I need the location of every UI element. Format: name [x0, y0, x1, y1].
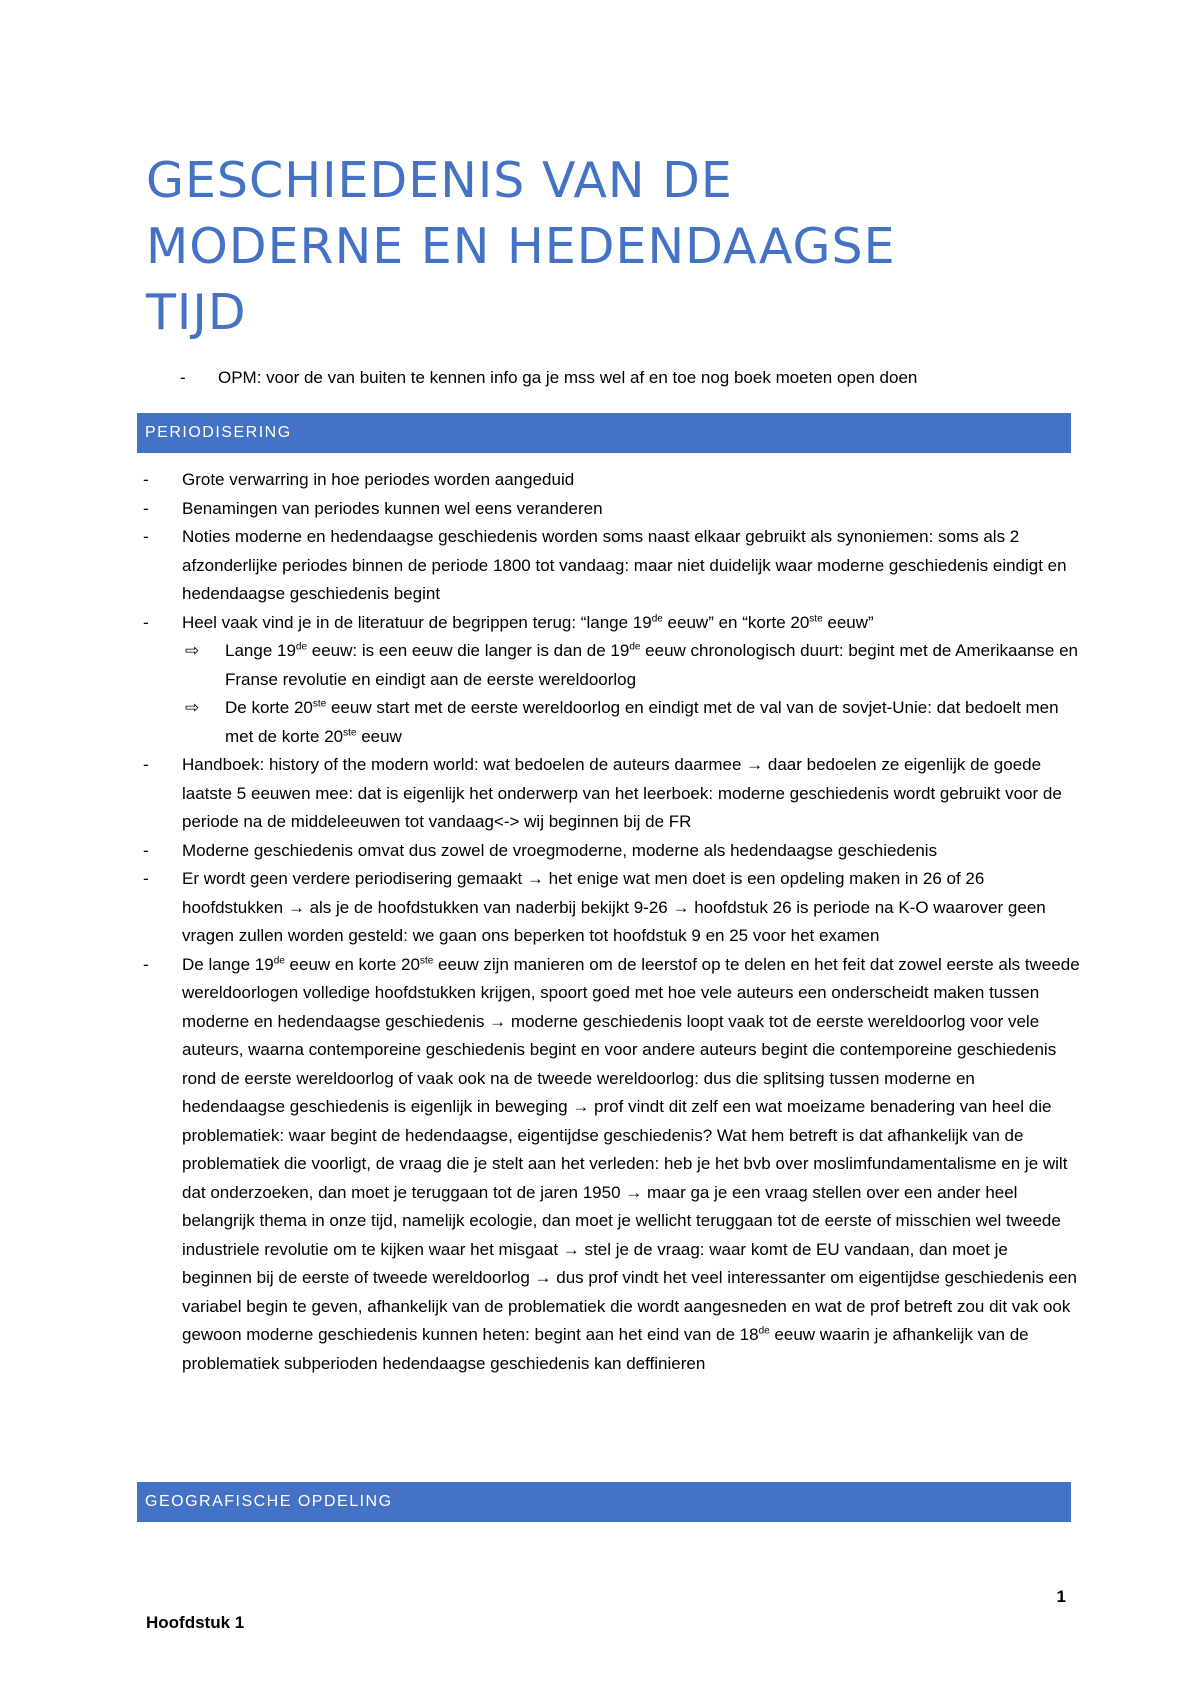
arrow-right-icon: ⇨	[185, 641, 200, 660]
opm-text: OPM: voor de van buiten te kennen info ga je mss wel af en toe nog boek moeten open doen	[218, 368, 918, 387]
list-item-text: Er wordt geen verdere periodisering gemaakt → het enige wat men doet is een opdeling maken in 26 of 26 hoofdstukken → als je de hoofdstukken van naderbij bekijkt 9-26 → hoofdstuk 26 is periode na K-O waarover geen vragen zullen worden gesteld: we gaan ons beperken tot hoofdstuk 9 en 25 voor het examen	[182, 869, 1046, 945]
list-item	[140, 865, 1080, 951]
list-dash: -	[143, 954, 149, 974]
list-item-text: Benamingen van periodes kunnen wel eens veranderen	[182, 498, 603, 518]
sub-list-item	[140, 694, 1080, 751]
title-line-2: MODERNE EN HEDENDAAGSE	[146, 218, 896, 275]
list-item-text: Moderne geschiedenis omvat dus zowel de vroegmoderne, moderne als hedendaagse geschiedenis	[182, 840, 938, 860]
list-item	[140, 751, 1080, 837]
list-dash: -	[143, 470, 149, 489]
list-item	[140, 951, 1080, 1379]
list-dash: -	[143, 840, 149, 860]
title-line-1: GESCHIEDENIS VAN DE	[146, 152, 733, 209]
list-dash: -	[143, 498, 149, 518]
list-dash: -	[180, 368, 186, 387]
arrow-right-icon: ⇨	[185, 698, 200, 717]
list-dash: -	[143, 527, 149, 546]
footer-chapter-label: Hoofdstuk 1	[146, 1613, 245, 1632]
list-dash: -	[143, 869, 149, 888]
sub-list-item	[140, 637, 1080, 694]
list-dash: -	[143, 755, 149, 774]
list-item-text: De lange 19de eeuw en korte 20ste eeuw zijn manieren om de leerstof op te delen en het feit dat zowel eerste als tweede wereldoorlogen volledige hoofdstukken krijgen, spoort goed met hoe vele auteurs een onderscheidt maken tussen moderne en hedendaagse geschiedenis → moderne geschiedenis loopt vaak tot de eerste wereldoorlog voor vele auteurs, waarna contemporeine geschiedenis begint en voor andere auteurs begint die contemporeine geschiedenis rond de eerste wereldoorlog of vaak ook na de tweede wereldoorlog: dus die splitsing tussen moderne en hedendaagse geschiedenis is eigenlijk in beweging → prof vindt dit zelf een wat moeizame benadering van heel die problematiek: waar begint de hedendaagse, eigentijdse geschiedenis? Wat hem betreft is dat afhankelijk van de problematiek die voorligt, de vraag die je stelt aan het verleden: heb je het bvb over moslimfundamentalisme en je wilt dat onderzoeken, dan moet je teruggaan tot de jaren 1950 → maar ga je een vraag stellen over een ander heel belangrijk thema in onze tijd, namelijk ecologie, dan moet je wellicht teruggaan tot de eerste of misschien wel tweede industriele revolutie om te kijken waar het misgaat → stel je de vraag: waar komt de EU vandaan, dan moet je beginnen bij de eerste of tweede wereldoorlog → dus prof vindt het veel interessanter om eigentijdse geschiedenis een variabel begin te geven, afhankelijk van de problematiek die wordt aangesneden en wat de prof betreft zou dit vak ook gewoon moderne geschiedenis kunnen heten: begint aan het eind van de 18de eeuw waarin je afhankelijk van de problematiek subperioden hedendaagse geschiedenis kan deffinieren	[182, 954, 1080, 1373]
sub-list-item-text: De korte 20ste eeuw start met de eerste wereldoorlog en eindigt met de val van de sovjet-Unie: dat bedoelt men met de korte 20ste eeuw	[225, 698, 1059, 746]
list-dash: -	[143, 612, 149, 632]
list-item	[140, 837, 1080, 866]
title-line-3: TIJD	[146, 284, 247, 341]
list-item-text: Grote verwarring in hoe periodes worden aangeduid	[182, 470, 575, 489]
list-item	[140, 523, 1080, 609]
list-item-text: Heel vaak vind je in de literatuur de begrippen terug: “lange 19de eeuw” en “korte 20ste eeuw”	[182, 612, 874, 632]
list-item-text: Noties moderne en hedendaagse geschiedenis worden soms naast elkaar gebruikt als synoniemen: soms als 2 afzonderlijke periodes binnen de periode 1800 tot vandaag: maar niet duidelijk waar moderne geschiedenis eindigt en hedendaagse geschiedenis begint	[182, 527, 1067, 603]
list-item	[140, 466, 1080, 495]
sub-list-item-text: Lange 19de eeuw: is een eeuw die langer is dan de 19de eeuw chronologisch duurt: begint met de Amerikaanse en Franse revolutie en eindigt aan de eerste wereldoorlog	[225, 641, 1078, 689]
list-item-text: Handboek: history of the modern world: wat bedoelen de auteurs daarmee → daar bedoelen ze eigenlijk de goede laatste 5 eeuwen mee: dat is eigenlijk het onderwerp van het leerboek: moderne geschiedenis wordt gebruikt voor de periode na de middeleeuwen tot vandaag<-> wij beginnen bij de FR	[182, 755, 1062, 831]
section-heading-periodisering: PERIODISERING	[137, 413, 1071, 453]
periodisering-list	[140, 466, 1080, 1378]
page-number: 1	[1056, 1587, 1066, 1606]
list-item	[140, 609, 1080, 638]
list-item	[140, 495, 1080, 524]
document-title	[146, 148, 1046, 346]
section-heading-geografische-opdeling: GEOGRAFISCHE OPDELING	[137, 1482, 1071, 1522]
